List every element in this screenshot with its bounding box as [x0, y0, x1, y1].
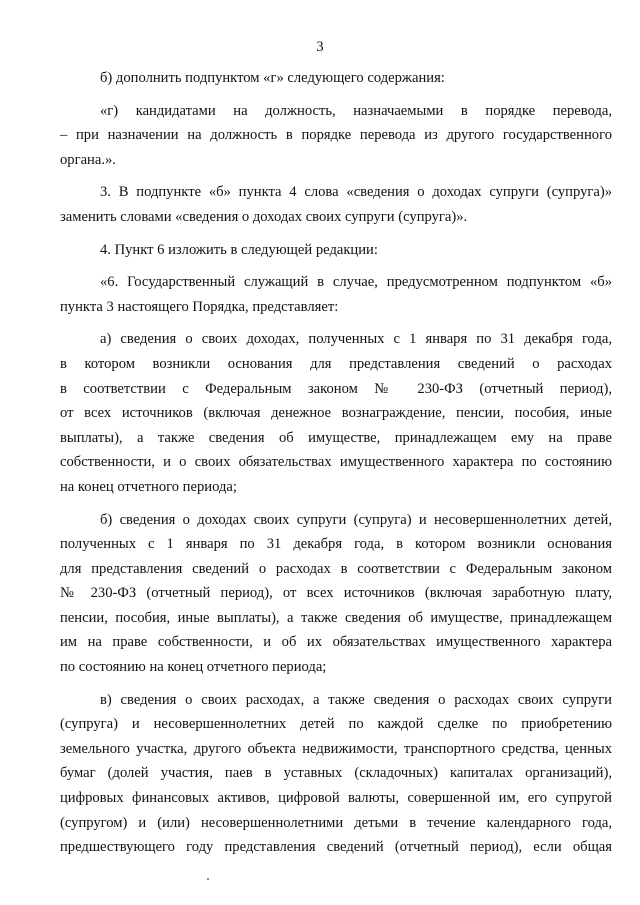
- text-line: 3. В подпункте «б» пункта 4 слова «сведения о доходах супруги (супруга)»: [100, 184, 612, 201]
- text-line: в) сведения о своих расходах, а также сведения о расходах своих супруги: [100, 691, 612, 708]
- page-number: 3: [316, 39, 324, 55]
- text-line: пенсии, пособия, иные выплаты), а также сведения об имуществе, принадлежащем: [60, 609, 612, 626]
- text-line: – при назначении на должность в порядке перевода из другого государственного: [60, 127, 612, 144]
- document-body: [60, 66, 612, 868]
- text-line: б) сведения о доходах своих супруги (супруга) и несовершеннолетних детей,: [100, 511, 612, 528]
- text-line: № 230-ФЗ (отчетный период), от всех источников (включая заработную плату,: [60, 585, 612, 602]
- text-line: выплаты), а также сведения об имуществе, принадлежащем ему на праве: [60, 429, 612, 446]
- text-line: (супруга) и несовершеннолетних детей по каждой сделке по приобретению: [60, 716, 612, 733]
- text-line: 4. Пункт 6 изложить в следующей редакции:: [100, 241, 378, 258]
- paragraph-item-3: [60, 180, 612, 229]
- text-line: собственности, и о своих обязательствах имущественного характера по состоянию: [60, 454, 612, 471]
- text-line: б) дополнить подпунктом «г» следующего содержания:: [100, 70, 445, 86]
- scan-artifact-dot: [207, 878, 209, 880]
- paragraph-subitem-a: [60, 327, 612, 499]
- text-line: «г) кандидатами на должность, назначаемыми в порядке перевода,: [100, 102, 612, 119]
- text-line: (супругом) и (или) несовершеннолетними детьми в течение календарного года,: [60, 814, 612, 831]
- paragraph-item-4: [60, 238, 612, 263]
- paragraph-item-b-intro: [60, 66, 612, 91]
- text-line: земельного участка, другого объекта недвижимости, транспортного средства, ценных: [60, 740, 612, 757]
- text-line: полученных с 1 января по 31 декабря года, в котором возникли основания: [60, 536, 612, 553]
- text-line: органа.».: [60, 151, 116, 168]
- paragraph-subitem-g: [60, 99, 612, 173]
- paragraph-subitem-b: [60, 508, 612, 680]
- paragraph-item-6-intro: [60, 270, 612, 319]
- text-line: на конец отчетного периода;: [60, 478, 237, 495]
- text-line: им на праве собственности, и об их обязательствах имущественного характера: [60, 634, 612, 651]
- text-line: в соответствии с Федеральным законом № 230-ФЗ (отчетный период),: [60, 380, 612, 397]
- text-line: «6. Государственный служащий в случае, предусмотренном подпунктом «б»: [100, 274, 612, 291]
- text-line: бумаг (долей участия, паев в уставных (складочных) капиталах организаций),: [60, 765, 612, 782]
- text-line: цифровых финансовых активов, цифровой валюты, совершенной им, его супругой: [60, 790, 612, 807]
- text-line: заменить словами «сведения о доходах своих супруги (супруга)».: [60, 208, 468, 225]
- text-line: по состоянию на конец отчетного периода;: [60, 659, 327, 676]
- text-line: для представления сведений о расходах в соответствии с Федеральным законом: [60, 560, 612, 577]
- text-line: предшествующего году представления сведений (отчетный период), если общая: [60, 839, 612, 856]
- paragraph-subitem-v: [60, 688, 612, 860]
- text-line: а) сведения о своих доходах, полученных с 1 января по 31 декабря года,: [100, 331, 612, 348]
- text-line: в котором возникли основания для представления сведений о расходах: [60, 355, 612, 372]
- text-line: от всех источников (включая денежное вознаграждение, пенсии, пособия, иные: [60, 405, 612, 422]
- text-line: пункта 3 настоящего Порядка, представляет:: [60, 298, 339, 315]
